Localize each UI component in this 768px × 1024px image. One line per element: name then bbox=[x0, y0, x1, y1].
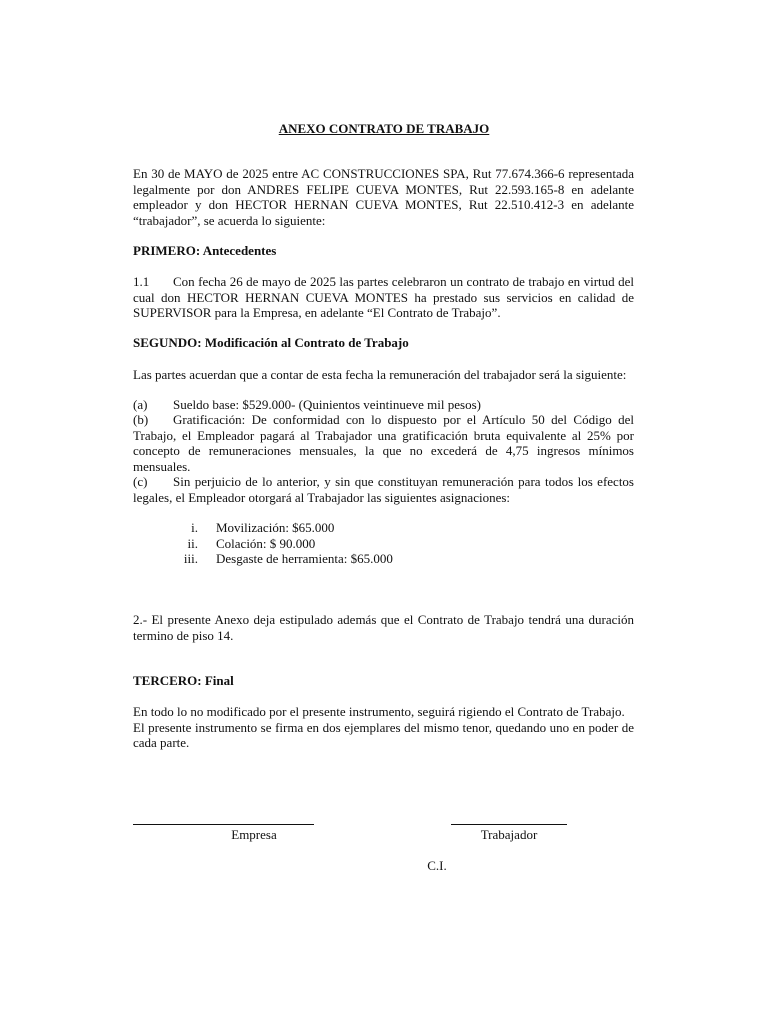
section-segundo-heading: SEGUNDO: Modificación al Contrato de Trabajo bbox=[133, 335, 409, 350]
remuneration-lead: Las partes acuerdan que a contar de esta fecha la remuneración del trabajador será la siguiente: bbox=[133, 367, 627, 382]
section-tercero-heading: TERCERO: Final bbox=[133, 673, 234, 688]
clause-1-1 bbox=[133, 274, 634, 321]
list-item bbox=[168, 520, 568, 536]
item-a-marker: (a) bbox=[133, 397, 148, 412]
section-primero-heading: PRIMERO: Antecedentes bbox=[133, 243, 277, 258]
item-b-text: Gratificación: De conformidad con lo dispuesto por el Artículo 50 del Código del Trabajo, el Empleador pagará al Trabajador una gratificación bruta equivalente al 25% por concepto de remuneraciones mensuales, la que no excederá de 4,75 ingresos mínimos mensuales. bbox=[133, 412, 634, 474]
item-c bbox=[133, 474, 634, 505]
item-c-marker: (c) bbox=[133, 474, 148, 489]
allowances-list bbox=[168, 520, 568, 567]
signature-label-trabajador: Trabajador bbox=[480, 827, 538, 842]
list-item bbox=[168, 551, 568, 567]
list-item-text: Movilización: $65.000 bbox=[216, 520, 335, 535]
list-item-number: iii. bbox=[183, 551, 198, 566]
clause-1-1-text: Con fecha 26 de mayo de 2025 las partes celebraron un contrato de trabajo en virtud del cual don HECTOR HERNAN CUEVA MONTES ha prestado sus servicios en calidad de SUPERVISOR para la Empresa, en adelante “El Contrato de Trabajo”. bbox=[133, 274, 634, 320]
list-item-text: Desgaste de herramienta: $65.000 bbox=[216, 551, 393, 566]
list-item-number: i. bbox=[191, 520, 198, 535]
list-item bbox=[168, 536, 568, 552]
item-b bbox=[133, 412, 634, 474]
final-line-2: El presente instrumento se firma en dos ejemplares del mismo tenor, quedando uno en poder de cada parte. bbox=[133, 719, 634, 750]
item-a-text: Sueldo base: $529.000- (Quinientos veintinueve mil pesos) bbox=[173, 397, 481, 412]
final-paragraph bbox=[133, 704, 634, 751]
item-b-marker: (b) bbox=[133, 412, 149, 427]
signature-line-empresa bbox=[133, 824, 314, 825]
list-item-number: ii. bbox=[187, 535, 198, 551]
clause-1-1-number: 1.1 bbox=[133, 274, 150, 289]
ci-label: C.I. bbox=[427, 858, 447, 873]
signature-line-trabajador bbox=[451, 824, 567, 825]
item-c-text: Sin perjuicio de lo anterior, y sin que constituyan remuneración para todos los efectos legales, el Empleador otorgará al Trabajador las siguientes asignaciones: bbox=[133, 474, 634, 505]
list-item-text: Colación: $ 90.000 bbox=[216, 535, 316, 551]
final-line-1: En todo lo no modificado por el presente instrumento, seguirá rigiendo el Contrato de Trabajo. bbox=[133, 704, 625, 719]
item-a bbox=[133, 397, 634, 413]
signature-label-empresa: Empresa bbox=[231, 827, 277, 842]
intro-paragraph: En 30 de MAYO de 2025 entre AC CONSTRUCCIONES SPA, Rut 77.674.366-6 representada legalmente por don ANDRES FELIPE CUEVA MONTES, Rut 22.593.165-8 en adelante empleador y don HECTOR HERNAN CUEVA MONTES, Rut 22.510.412-3 en adelante “trabajador”, se acuerda lo siguiente: bbox=[133, 166, 634, 228]
document-title: ANEXO CONTRATO DE TRABAJO bbox=[278, 121, 490, 136]
clause-2: 2.- El presente Anexo deja estipulado además que el Contrato de Trabajo tendrá una duración termino de piso 14. bbox=[133, 612, 634, 643]
